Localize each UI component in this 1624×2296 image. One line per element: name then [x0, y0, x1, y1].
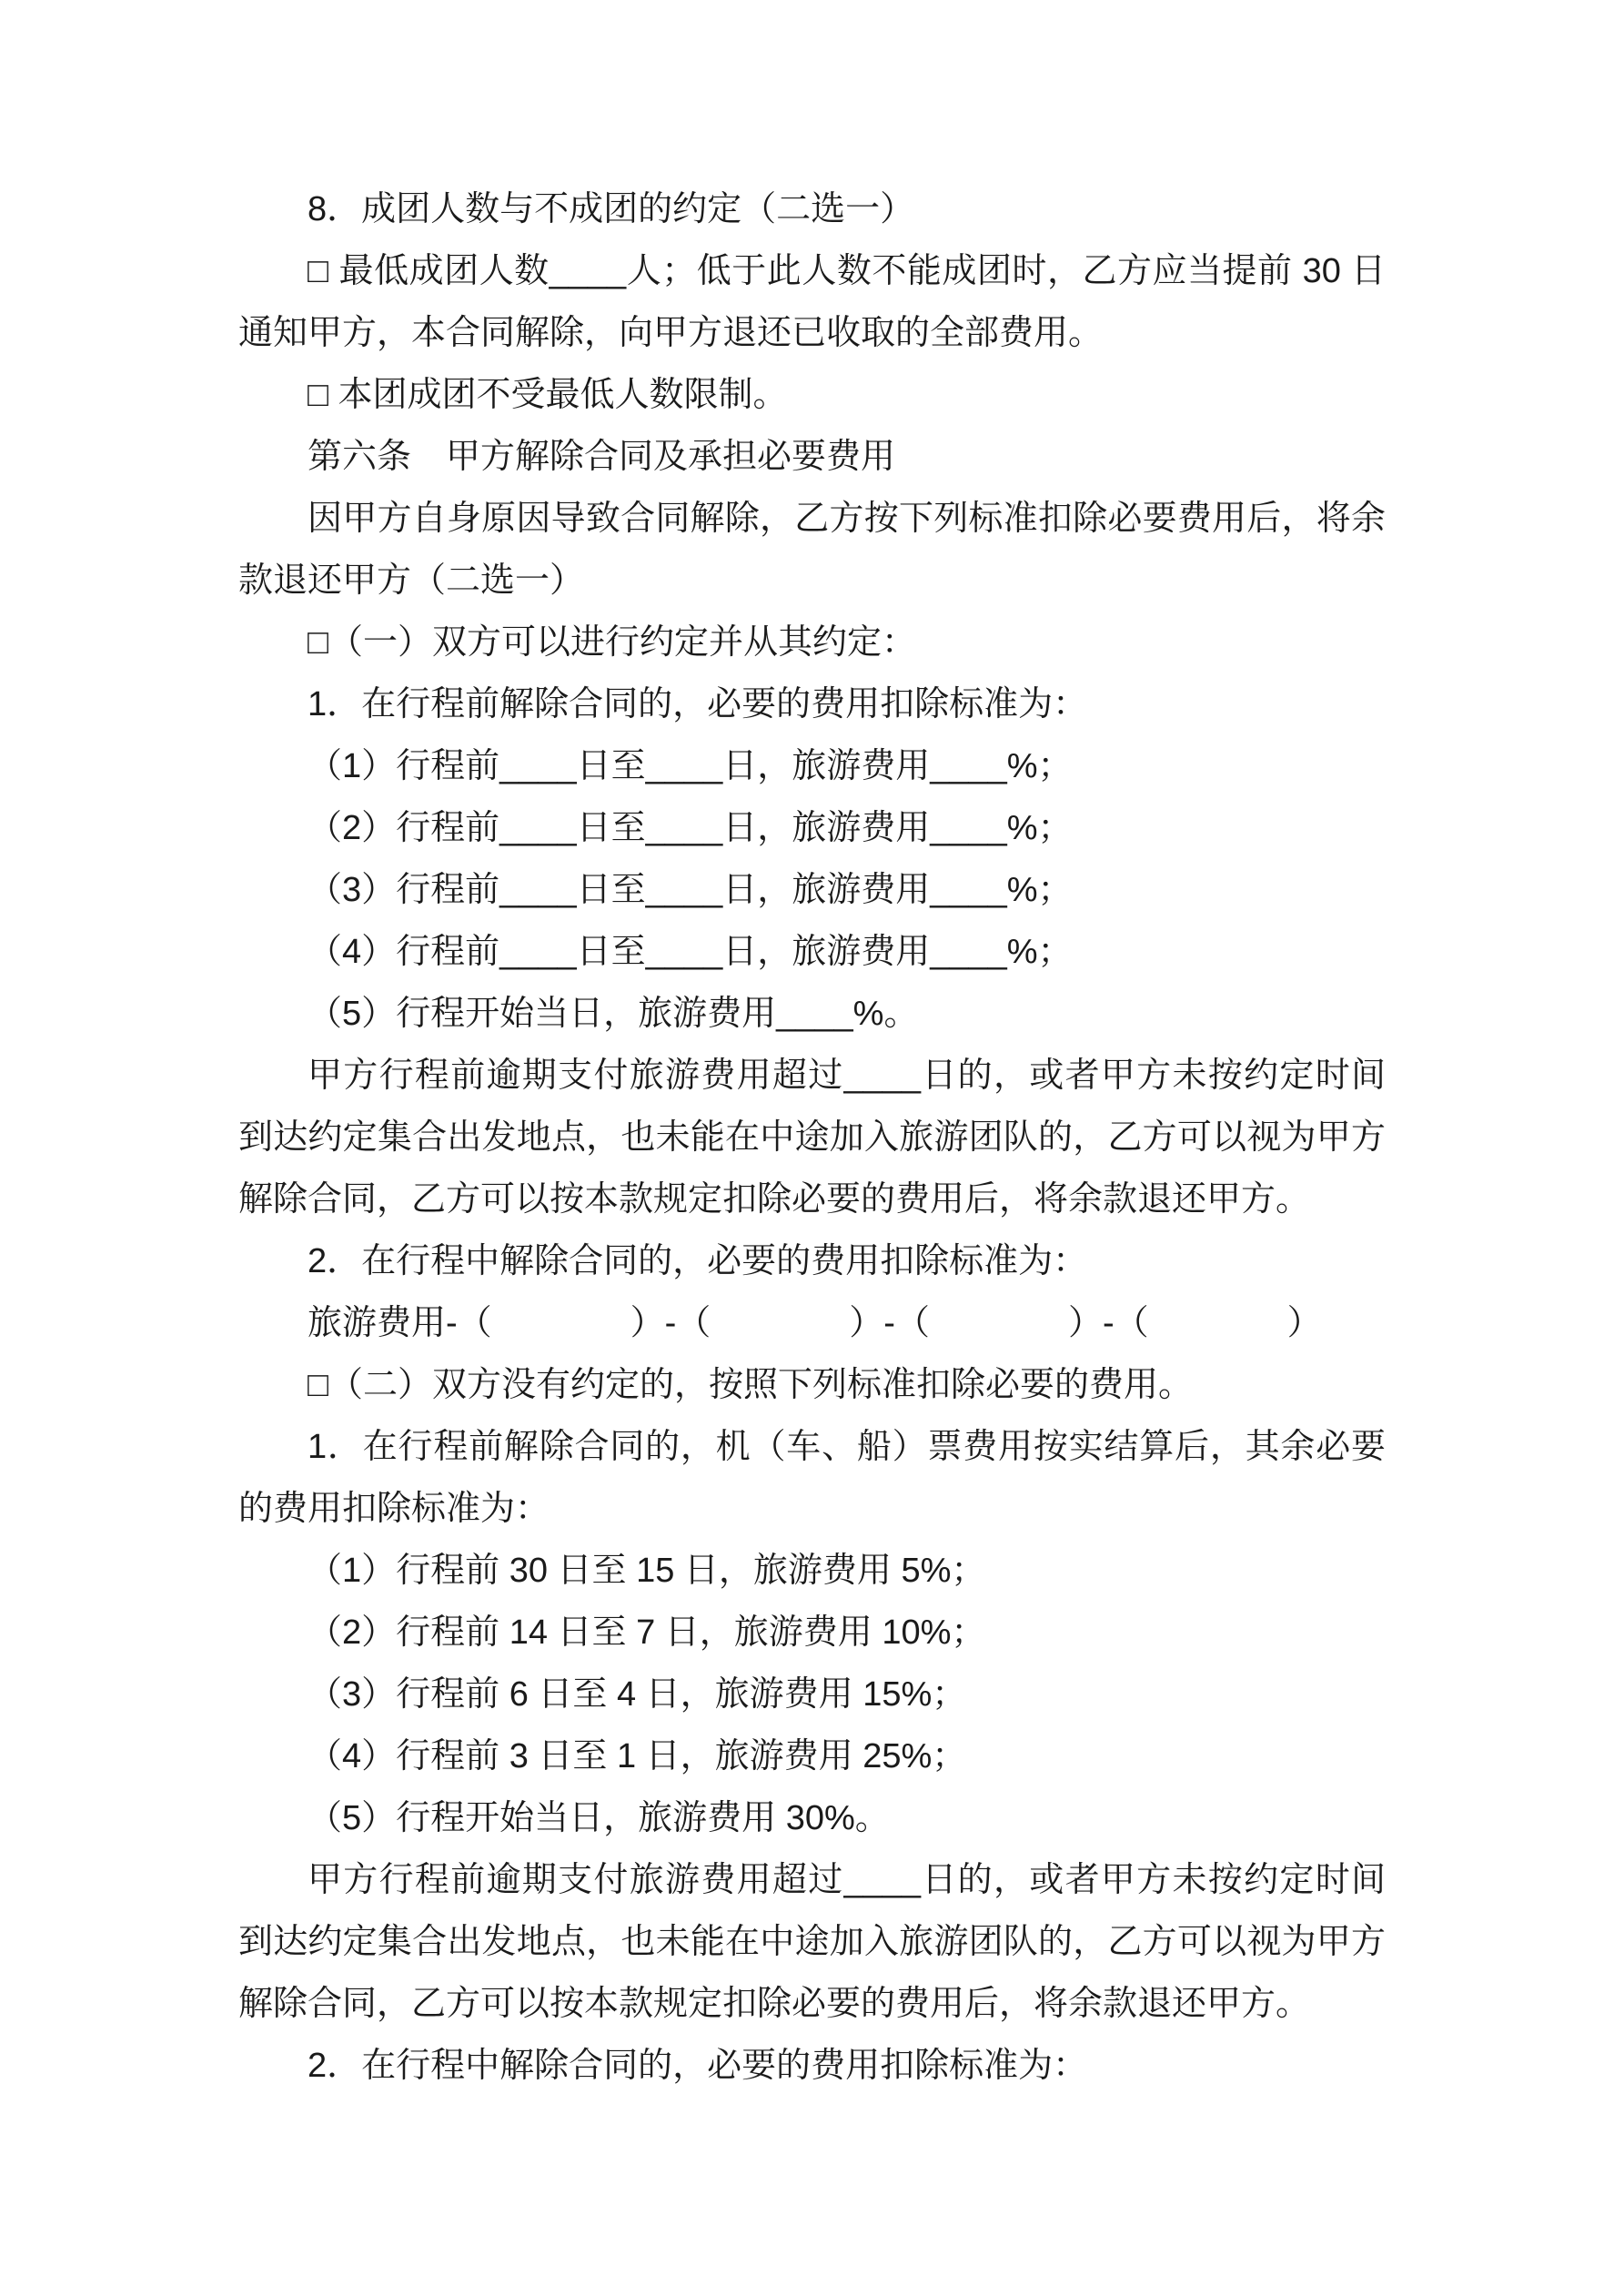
fee-deduction-fixed-1: （1）行程前 30 日至 15 日，旅游费用 5%；: [308, 1552, 986, 1590]
fee-deduction-fixed-2: （2）行程前 14 日至 7 日，旅游费用 10%；: [308, 1613, 986, 1652]
item-2-during-trip-2: 2．在行程中解除合同的，必要的费用扣除标准为：: [308, 2047, 1088, 2085]
fee-formula-line: 旅游费用-（ ）-（ ）-（ ）-（ ）: [308, 1304, 1322, 1342]
option-no-min-limit: □ 本团成团不受最低人数限制。: [308, 376, 788, 414]
fee-deduction-blank-1: （1）行程前____日至____日，旅游费用____%；: [308, 747, 1073, 785]
fee-deduction-blank-3: （3）行程前____日至____日，旅游费用____%；: [308, 871, 1073, 909]
overdue-payment-note-2: 甲方行程前逾期支付旅游费用超过____日的，或者甲方未按约定时间到达约定集合出发地点，也未能在中途加入旅游团队的，乙方可以视为甲方解除合同，乙方可以按本款规定扣除必要的费用后，将余款退还甲方。: [238, 1861, 1386, 2023]
item-1-before-trip: 1．在行程前解除合同的，必要的费用扣除标准为：: [308, 685, 1088, 723]
fee-deduction-blank-5: （5）行程开始当日，旅游费用____%。: [308, 995, 919, 1033]
clause-8-title: 8．成团人数与不成团的约定（二选一）: [308, 190, 915, 228]
fee-deduction-fixed-5: （5）行程开始当日，旅游费用 30%。: [308, 1799, 890, 1837]
option-min-group-size: □ 最低成团人数____人；低于此人数不能成团时，乙方应当提前 30 日通知甲方，本合同解除，向甲方退还已收取的全部费用。: [238, 252, 1386, 352]
fee-deduction-fixed-4: （4）行程前 3 日至 1 日，旅游费用 25%；: [308, 1737, 967, 1775]
option-one-agreed-terms: □（一）双方可以进行约定并从其约定：: [308, 623, 916, 662]
clause-6-heading: 第六条 甲方解除合同及承担必要费用: [308, 438, 896, 476]
clause-6-intro: 因甲方自身原因导致合同解除，乙方按下列标准扣除必要费用后，将余款退还甲方（二选一）: [238, 500, 1386, 600]
overdue-payment-note-1: 甲方行程前逾期支付旅游费用超过____日的，或者甲方未按约定时间到达约定集合出发地点，也未能在中途加入旅游团队的，乙方可以视为甲方解除合同，乙方可以按本款规定扣除必要的费用后，将余款退还甲方。: [238, 1057, 1386, 1219]
fee-deduction-blank-2: （2）行程前____日至____日，旅游费用____%；: [308, 809, 1073, 847]
fee-deduction-blank-4: （4）行程前____日至____日，旅游费用____%；: [308, 933, 1073, 971]
option-two-default-terms: □（二）双方没有约定的，按照下列标准扣除必要的费用。: [308, 1366, 1193, 1404]
fee-deduction-fixed-3: （3）行程前 6 日至 4 日，旅游费用 15%；: [308, 1675, 967, 1714]
item-2-during-trip-1: 2．在行程中解除合同的，必要的费用扣除标准为：: [308, 1242, 1088, 1280]
item-1-before-trip-default: 1．在行程前解除合同的，机（车、船）票费用按实结算后，其余必要的费用扣除标准为：: [238, 1428, 1386, 1528]
